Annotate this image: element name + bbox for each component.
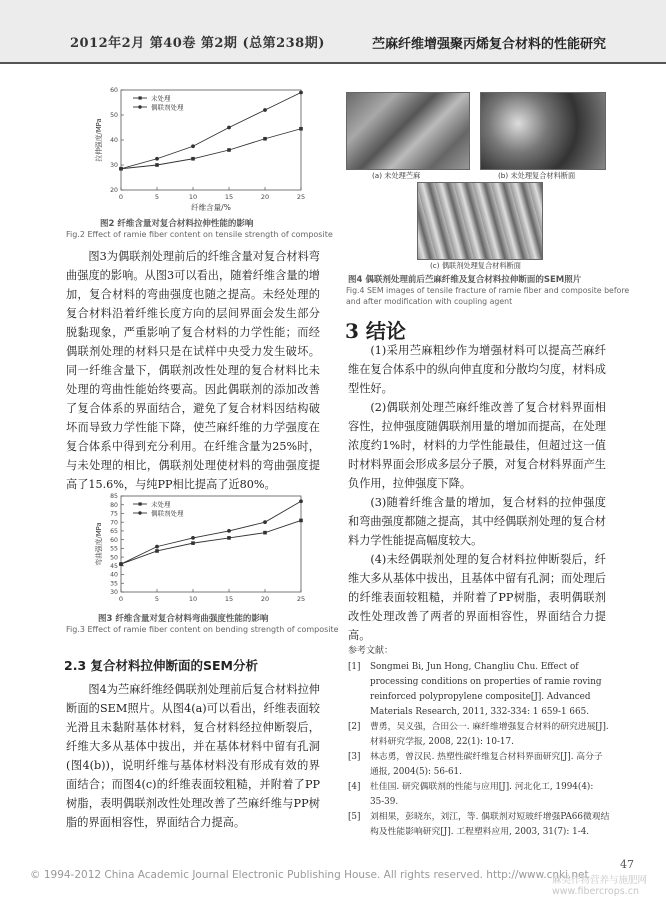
data-point bbox=[299, 519, 303, 523]
reference-item: [1] Songmei Bi, Jun Hong, Changliu Chu. Effect of processing conditions on properties of ramie roving reinforced polypropylene composite[J]. Advanced Materials Research, 2011, 332-334: 1 659-1 665. bbox=[348, 662, 602, 717]
data-point bbox=[227, 536, 231, 540]
x-tick-label: 10 bbox=[188, 595, 198, 603]
data-point bbox=[263, 108, 267, 112]
x-tick-label: 15 bbox=[224, 595, 234, 603]
legend-label: 偶联剂处理 bbox=[151, 103, 184, 112]
x-tick-label: 10 bbox=[188, 193, 198, 201]
y-tick-label: 55 bbox=[110, 545, 118, 553]
y-tick-label: 60 bbox=[110, 87, 118, 95]
sem-label-a: (a) 未处理苎麻 bbox=[372, 171, 421, 180]
paragraph-sem-analysis: 图4为苎麻纤维经偶联剂处理前后复合材料拉伸断面的SEM照片。从图4(a)可以看出，纤维表面较光滑且未黏附基体材料，复合材料经拉伸断裂后，纤维大多从基体中拔出，并在基体材料中留有孔洞(图4(b))，说明纤维与基体材料没有形成有效的界面结合；而图4(c)的纤维表面较粗糙，并附着了PP树脂，表明偶联剂改性处理改善了苎麻纤维与PP树脂的界面相容性，界面结合力提高。 bbox=[66, 683, 320, 829]
fig3-bending-chart bbox=[85, 490, 325, 608]
article-title-header: 苎麻纤维增强聚丙烯复合材料的性能研究 bbox=[371, 37, 606, 52]
conclusion-item: (3)随着纤维含量的增加，复合材料的拉伸强度和弯曲强度都随之提高，其中经偶联剂处理的复合材料力学性能提高幅度较大。 bbox=[348, 496, 606, 547]
y-tick-label: 30 bbox=[110, 162, 118, 170]
reference-item: [3] 林志勇，曾汉民. 热塑性碳纤维复合材料界面研究[J]. 高分子通报, 2004(5): 56-61. bbox=[348, 752, 603, 777]
fig3-caption-en: Fig.3 Effect of ramie fiber content on bending strength of composite bbox=[66, 625, 339, 634]
y-tick-label: 40 bbox=[110, 571, 118, 579]
data-point bbox=[263, 520, 267, 524]
y-tick-label: 50 bbox=[110, 554, 118, 562]
fig4-caption-en-line1: Fig.4 SEM images of tensile fracture of ramie fiber and composite before bbox=[346, 286, 630, 295]
data-point bbox=[299, 91, 303, 95]
data-point bbox=[155, 157, 159, 161]
y-tick-label: 75 bbox=[110, 510, 118, 518]
section-heading-3: 3 结论 bbox=[345, 319, 406, 343]
x-tick-label: 5 bbox=[154, 193, 160, 201]
data-point bbox=[299, 127, 303, 131]
y-axis-label: 拉伸强度/MPa bbox=[95, 118, 103, 162]
plot-frame bbox=[121, 496, 301, 592]
legend-marker bbox=[139, 502, 142, 505]
left-column-bottom bbox=[66, 680, 320, 832]
reference-item: [4] 杜佳国. 研究偶联剂的性能与应用[J]. 河北化工, 1994(4): 35-39. bbox=[348, 782, 594, 807]
reference-item: [5] 刘相果，彭晓东，刘江，等. 偶联剂对短玻纤增强PA66微观结构及性能影响研究[J]. 工程塑料应用, 2003, 31(7): 1-4. bbox=[348, 812, 610, 837]
fig4-caption-cn: 图4 偶联剂处理前后苎麻纤维及复合材料拉伸断面的SEM照片 bbox=[348, 275, 582, 285]
legend-marker bbox=[139, 96, 142, 99]
sem-label-c: (c) 偶联剂处理复合材料断面 bbox=[430, 261, 521, 270]
references-title: 参考文献： bbox=[348, 646, 394, 656]
x-tick-label: 0 bbox=[118, 193, 124, 201]
conclusion-item: (2)偶联剂处理苎麻纤维改善了复合材料界面相容性，拉伸强度随偶联剂用量的增加而提高，在处理浓度约1%时，材料的力学性能最佳，但超过这一值时材料界面会形成多层分子膜，对复合材料界面产生负作用，拉伸强度下降。 bbox=[348, 401, 606, 490]
y-tick-label: 85 bbox=[110, 493, 118, 501]
y-axis-label: 弯曲强度/MPa bbox=[95, 522, 103, 566]
data-point bbox=[191, 541, 195, 545]
y-tick-label: 20 bbox=[110, 187, 118, 195]
data-point bbox=[119, 562, 123, 566]
legend-label: 未处理 bbox=[151, 500, 171, 509]
series-line-2 bbox=[121, 93, 301, 169]
data-point bbox=[191, 144, 195, 148]
conclusions bbox=[348, 341, 606, 645]
x-axis-label: 纤维含量/% bbox=[191, 203, 231, 212]
data-point bbox=[299, 499, 303, 503]
legend-label: 偶联剂处理 bbox=[151, 509, 184, 518]
data-point bbox=[227, 126, 231, 130]
y-tick-label: 50 bbox=[110, 112, 118, 120]
legend-label: 未处理 bbox=[151, 94, 171, 103]
conclusion-item: (1)采用苎麻粗纱作为增强材料可以提高苎麻纤维在复合体系中的纵向伸直度和分散均匀度，材料成型性好。 bbox=[348, 344, 606, 395]
paragraph-fig3-discussion: 图3为偶联剂处理前后的纤维含量对复合材料弯曲强度的影响。从图3可以看出，随着纤维含量的增加，复合材料的弯曲强度也随之提高。未经处理的复合材料沿着纤维长度方向的层间界面会发生部分脱黏现象，严重影响了复合材料的力学性能；而经偶联剂处理的材料只是在试样中央受力发生破坏。同一纤维含量下，偶联剂改性处理的复合材料比未处理的弯曲性能始终要高。因此偶联剂的添加改善了复合体系的界面结合，避免了复合材料因结构破坏而导致力学性能下降，使苎麻纤维的力学强度在复合体系中得到充分利用。在纤维含量为25%时，与未处理的相比，偶联剂处理使材料的弯曲强度提高了15.6%，与纯PP相比提高了近80%。 bbox=[66, 250, 320, 491]
data-point bbox=[227, 148, 231, 152]
y-tick-label: 80 bbox=[110, 501, 118, 509]
sem-photo-c bbox=[417, 182, 543, 260]
y-tick-label: 45 bbox=[110, 563, 118, 571]
fig4-caption-en-line2: and after modification with coupling agent bbox=[346, 297, 513, 306]
legend-marker bbox=[138, 511, 141, 514]
data-point bbox=[191, 536, 195, 540]
data-point bbox=[119, 167, 123, 171]
sem-label-b: (b) 未处理复合材料断面 bbox=[498, 171, 576, 180]
y-tick-label: 40 bbox=[110, 137, 118, 145]
x-tick-label: 25 bbox=[296, 193, 306, 201]
legend-marker bbox=[138, 105, 141, 108]
data-point bbox=[263, 531, 267, 535]
data-point bbox=[191, 157, 195, 161]
fig2-tensile-chart bbox=[85, 80, 325, 218]
y-tick-label: 60 bbox=[110, 536, 118, 544]
running-header bbox=[0, 0, 666, 64]
left-column-top bbox=[66, 247, 320, 494]
data-point bbox=[155, 549, 159, 553]
y-tick-label: 70 bbox=[110, 519, 118, 527]
series-line-1 bbox=[121, 129, 301, 169]
x-tick-label: 15 bbox=[224, 193, 234, 201]
page-number: 47 bbox=[620, 858, 634, 871]
copyright-footer: © 1994-2012 China Academic Journal Electronic Publishing House. All rights reserved. http://www.cnki.net bbox=[30, 869, 589, 881]
data-point bbox=[263, 137, 267, 141]
data-point bbox=[155, 545, 159, 549]
reference-item: [2] 曹勇，吴义强，合田公一. 麻纤维增强复合材料的研究进展[J]. 材料研究学报, 2008, 22(1): 10-17. bbox=[348, 722, 609, 747]
watermark-text: 麻类作物营养与施肥网 www.fibercrops.cn bbox=[552, 875, 648, 897]
x-tick-label: 5 bbox=[154, 595, 160, 603]
x-tick-label: 20 bbox=[260, 595, 270, 603]
sem-photo-b bbox=[480, 92, 606, 170]
x-tick-label: 0 bbox=[118, 595, 124, 603]
y-tick-label: 35 bbox=[110, 580, 118, 588]
fig3-caption-cn: 图3 纤维含量对复合材料弯曲强度性能的影响 bbox=[98, 614, 269, 624]
y-tick-label: 65 bbox=[110, 528, 118, 536]
y-tick-label: 30 bbox=[110, 589, 118, 597]
fig2-caption-cn: 图2 纤维含量对复合材料拉伸性能的影响 bbox=[100, 219, 254, 229]
conclusion-item: (4)未经偶联剂处理的复合材料拉伸断裂后，纤维大多从基体中拔出，且基体中留有孔洞；而处理后的纤维表面较粗糙，并附着了PP树脂，表明偶联剂改性处理改善了两者的界面相容性，界面结合力提高。 bbox=[348, 553, 606, 642]
sem-photo-a bbox=[346, 92, 470, 170]
x-tick-label: 20 bbox=[260, 193, 270, 201]
section-heading-2-3: 2.3 复合材料拉伸断面的SEM分析 bbox=[64, 658, 258, 673]
journal-issue: 2012年2月 第40卷 第2期 (总第238期) bbox=[70, 36, 325, 51]
series-line-1 bbox=[121, 520, 301, 564]
references-list bbox=[348, 660, 610, 840]
x-tick-label: 25 bbox=[296, 595, 306, 603]
plot-frame bbox=[121, 90, 301, 190]
data-point bbox=[155, 163, 159, 167]
data-point bbox=[227, 529, 231, 533]
fig2-caption-en: Fig.2 Effect of ramie fiber content on tensile strength of composite bbox=[66, 230, 333, 239]
